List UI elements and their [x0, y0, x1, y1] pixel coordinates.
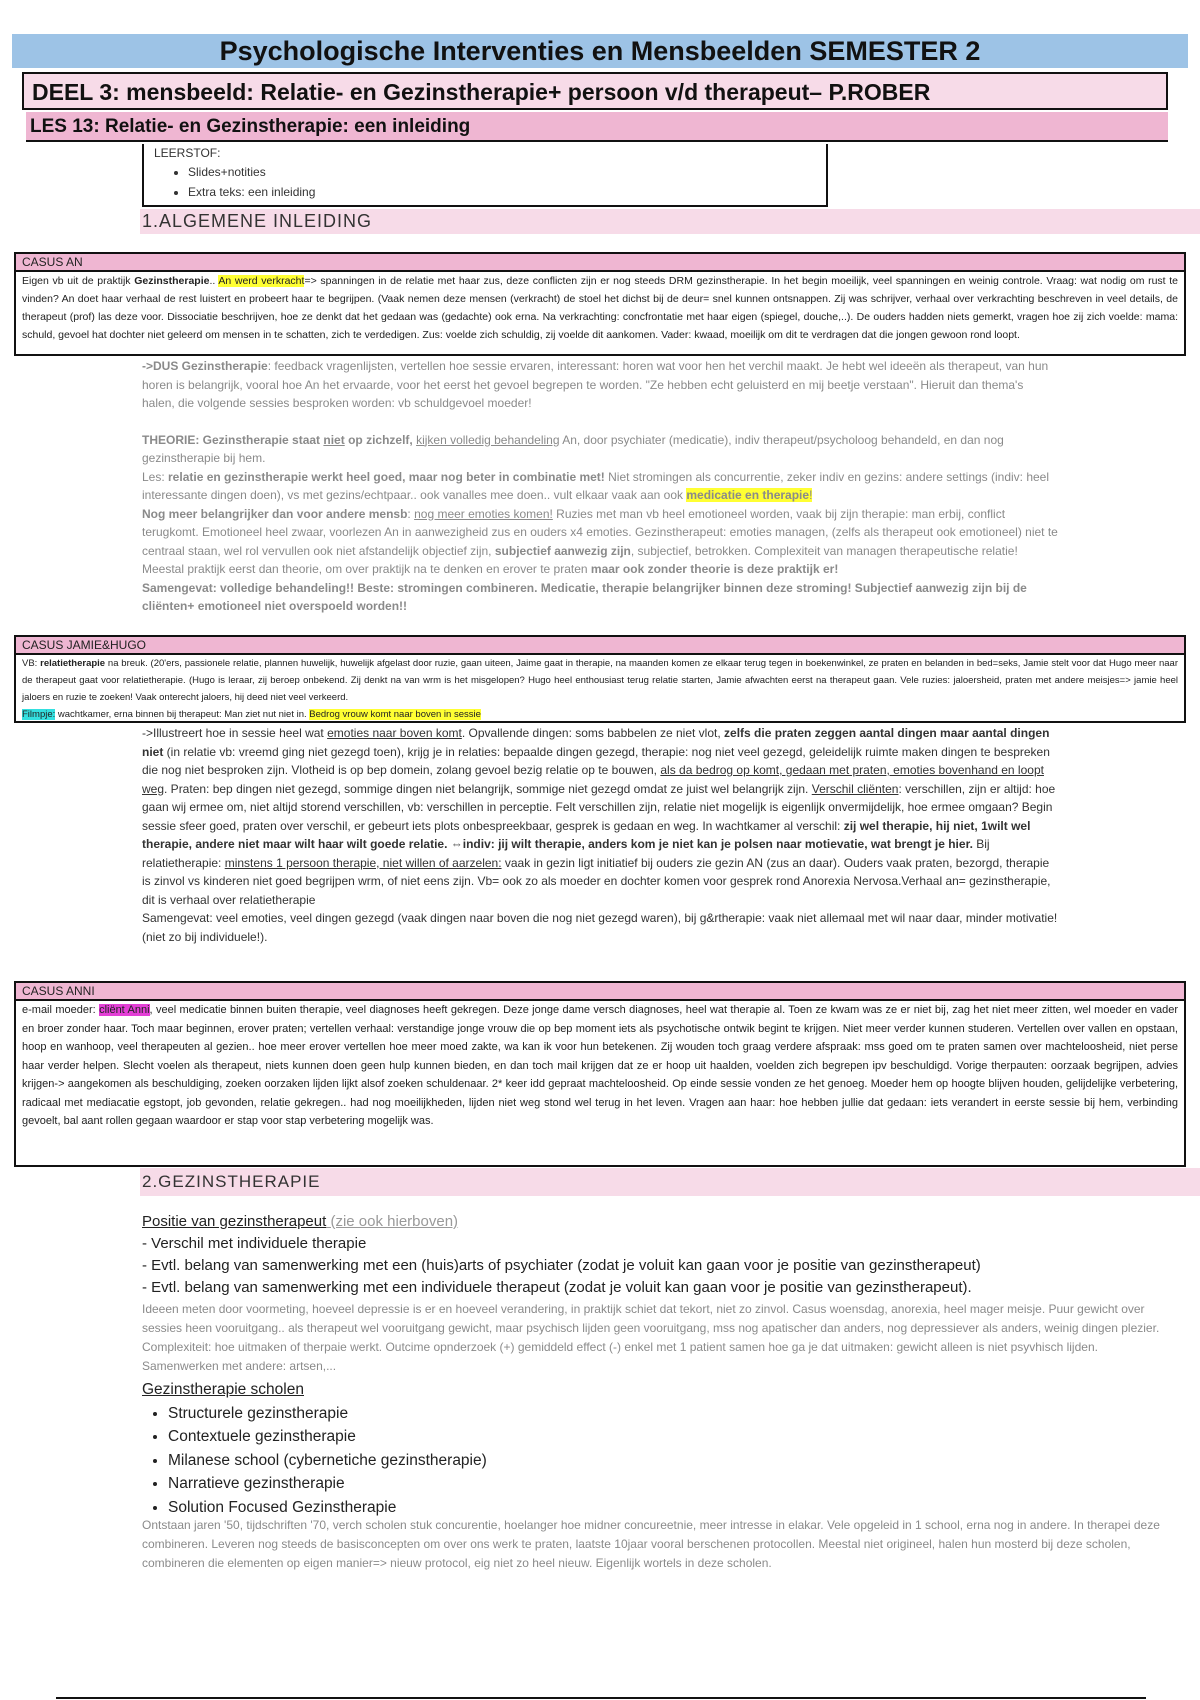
leerstof-item: • Extra teks: een inleiding [188, 182, 816, 202]
positie-title: Positie van gezinstherapeut [142, 1213, 327, 1230]
positie-notes: Ideeen meten door voormeting, hoeveel depressie is er en hoeveel verandering, in praktijk schiet dat tekort, niet zo zinvol. Casus woensdag, anorexia, heel mager meisje. Puur gewicht over sessies heen vooruitgang.. als therapeut wel vooruitgang gewicht, maar psychisch lijden geen vooruitgang, mss nog apatischer dan anders, nog depressiever als anders, weinig dingen plezier. Complexiteit: hoe uitmaken of therpaie werkt. Outcime opnderzoek (+) gemiddeld effect (-) enkel met 1 patient samen hoe ga je dat uitmaken: gewicht alleen is niet psyvhisch lijden. Samenwerken met andere: artsen,... [142, 1302, 1160, 1373]
deel-heading: DEEL 3: mensbeeld: Relatie- en Gezinstherapie+ persoon v/d therapeut– P.ROBER [22, 72, 1168, 110]
positie-item: - Evtl. belang van samenwerking met een individuele therapeut (zodat je voluit kan gaan voor je positie van gezinstherapeut). [142, 1279, 972, 1296]
positie-item: - Verschil met individuele therapie [142, 1235, 367, 1252]
positie-item: - Evtl. belang van samenwerking met een (huis)arts of psychiater (zodat je voluit kan gaan voor je positie van gezinstherapeut) [142, 1257, 981, 1274]
scholen-block [142, 1378, 487, 1519]
leerstof-label: LEERSTOF: [154, 146, 221, 160]
casus-an-text: Eigen vb uit de praktijk Gezinstherapie.. An werd verkracht=> spanningen in de relatie met haar zus, deze conflicten zijn er nog steeds DRM gezinstherapie. In het begin moeilijk, veel spanningen en weinig controle. Vraag: wat nodig om rust te vinden? An doet haar verhaal de rest luistert en probeert haar te begrijpen. (Vaak nemen deze mensen (verkracht) de stoel het dichst bij de deur= snel kunnen ontsnappen. Zij was schrijver, verhaal over verkrachting beschreven in veel details, de therapeut (prof) las deze voor. Dissociatie beschrijven, hoe ze denkt dat het gedaan was (gedachte) ook erna. Na verkrachting: concfrontatie met haar eigen (spiegel, douche,..). De ouders hadden niets gemerkt, vragen hoe zij zich voelde: mama: schuld, gevoel hat dochter niet geleerd om mensen in te schatten, zich te verdedigen. Zus: voelde zich schuldig, zij voelde dit aankomen. Vader: kwaad, moeilijk om dit te verdragen dat die jongen gewoon rond loopt. [22, 275, 1178, 341]
highlight: cliënt Anni [99, 1004, 150, 1016]
section-heading-2: 2.GEZINSTHERAPIE [140, 1168, 1200, 1196]
school-item: • Structurele gezinstherapie [168, 1402, 487, 1426]
highlight: An werd verkracht [218, 275, 305, 287]
school-item: • Narratieve gezinstherapie [168, 1472, 487, 1496]
footer-rule [56, 1697, 1146, 1699]
positie-block: Positie van gezinstherapeut (zie ook hierboven) - Verschil met individuele therapie - Evtl. belang van samenwerking met een (huis)arts of psychiater (zodat je voluit kan gaan voor je positie van gezinstherapeut) - Evtl. belang van samenwerking met een individuele therapeut (zodat je voluit kan gaan voor je positie van gezinstherapeut). [142, 1211, 981, 1299]
casus-anni-heading: CASUS ANNI [16, 983, 1184, 1001]
leerstof-list [154, 162, 816, 202]
scholen-title: Gezinstherapie scholen [142, 1381, 304, 1398]
casus-anni-box [14, 981, 1186, 1167]
dus-paragraph: ->DUS Gezinstherapie: feedback vragenlijsten, vertellen hoe sessie ervaren, interessant: horen wat voor hen het verchil maakt. Je hebt wel ideeën als therapeut, van hun horen is belangrijk, vooral hoe An het ervaarde, voor het eerst het gevoel begrepen te worden. "Ze hebben echt geluisterd en mij beetje verstaan". Hieruit dan thema's halen, die volgende sessies besproken worden: vb schuldgevoel moeder! THEORIE: Gezinstherapie staat niet op zichzelf, kijken volledig behandeling An, door psychiater (medicatie), indiv therapeut/psycholoog behandeld, en dan nog gezinstherapie bij hem. Les: relatie en gezinstherapie werkt heel goed, maar nog beter in combinatie met! Niet stromingen als concurrentie, zeker indiv en gezins: andere settings (indiv: heel interessante dingen doen), vs met gezins/echtpaar.. ook vanalles mee doen.. vult elkaar vaak aan ook medicatie en therapie! Nog meer belangrijker dan voor andere mensb: nog meer emoties komen! Ruzies met man vb heel emotioneel worden, vaak bij zijn therapie: man erbij, conflict terugkomt. Emotioneel heel zwaar, voorlezen An in aanwezigheid zus en ouders x4 emoties. Gezinstherapeut: emoties managen, (zelfs als therapeut ook emotioneel) niet te centraal staan, wel rol vervullen ook niet afstandelijk objectief zijn, subjectief aanwezig zijn, subjectief, betrokken. Complexiteit van managen therapeutische relatie! Meestal praktijk eerst dan theorie, om over praktijk na te denken en erover te praten maar ook zonder theorie is deze praktijk er! Samengevat: volledige behandeling!! Beste: stromingen combineren. Medicatie, therapie belangrijker binnen deze stroming! Subjectief aanwezig zijn bij de cliënten+ emotioneel niet overspoeld worden!! [142, 357, 1058, 616]
theorie-paragraph: THEORIE: Gezinstherapie staat niet op zichzelf, kijken volledig behandeling An, door psychiater (medicatie), indiv therapeut/psycholoog behandeld, en dan nog gezinstherapie bij hem. Les: relatie en gezinstherapie werkt heel goed, maar nog beter in combinatie met! Niet stromingen als concurrentie, zeker indiv en gezins: andere settings (indiv: heel interessante dingen doen), vs met gezins/echtpaar.. ook vanalles mee doen.. vult elkaar vaak aan ook medicatie en therapie! Nog meer belangrijker dan voor andere mensb: nog meer emoties komen! Ruzies met man vb heel emotioneel worden, vaak bij zijn therapie: man erbij, conflict terugkomt. Emotioneel heel zwaar, voorlezen An in aanwezigheid zus en ouders x4 emoties. Gezinstherapeut: emoties managen, (zelfs als therapeut ook emotioneel) niet te centraal staan, wel rol vervullen ook niet afstandelijk objectief zijn, subjectief aanwezig zijn, subjectief, betrokken. Complexiteit van managen therapeutische relatie! Meestal praktijk eerst dan theorie, om over praktijk na te denken en erover te praten maar ook zonder theorie is deze praktijk er! Samengevat: volledige behandeling!! Beste: stromingen combineren. Medicatie, therapie belangrijker binnen deze stroming! Subjectief aanwezig zijn bij de cliënten+ emotioneel niet overspoeld worden!! [142, 432, 1058, 613]
casus-an-box [14, 252, 1186, 356]
casus-jh-text: VB: relatietherapie na breuk. (20'ers, passionele relatie, plannen huwelijk, huwelijk afgelast door ruzie, gaan uiteen, Jaime gaat in therapie, na maanden komen ze elkaar terug tegen in boekenwinkel, ze praten en belanden in bed=seks, Jamie stelt voor dat Hugo meer naar de therapeut gaat voor relatietherapie. (Hugo is leraar, zij beroep onbekend. Zij denkt na van wrm is het misgelopen? Hugo heel enthousiast terug relatie starten, Jamie afwachten eerst na therapeut gaan. Vele ruzies: jaloersheid, praten met andere meisjes=> jamie heel jaloers en ruzie te zoeken! Vaak onterecht jaloers, hij deed niet veel verkeerd. Filmpje: wachtkamer, erna binnen bij therapeut: Man ziet nut niet in. Bedrog vrouw komt naar boven in sessie [22, 658, 1178, 720]
les-heading: LES 13: Relatie- en Gezinstherapie: een inleiding [26, 112, 1168, 142]
casus-anni-text: e-mail moeder: cliënt Anni, veel medicatie binnen buiten therapie, veel diagnoses heeft gekregen. Deze jonge dame versch diagnoses, heel wat therapie al. Toen ze kwam was ze er niet bij, zag het niet meer zitten, wel moeder en vader en broer zonder haar. Toch maar beginnen, erover praten; vertellen verhaal: verstandige jonge vrouw die op bep moment iets als psychotische ontwik begint te krijgen. Niet meer verder kunnen studeren. Vertellen over vallen en opstaan, hoop en wanhoop, veel therapeuten al gezien.. hoe meer erover vertellen hoe meer moed zakte, wa kan ik voor hun betekenen. Zij wouden toch graag verdere afspraak: mss goed om te praten samen over machteloosheid, niet perse haar verder helpen. Slecht voelen als therapeut, niets kunnen doen geen hulp kunnen bieden, en dan toch mail krijgen dat ze er hoop uit haalden, voelden zich begrepen ipv beschuldigd. Vorige therpauten: oorzaak begrijpen, advies krijgen-> aangekomen als beschuldiging, zoeken oorzaken lijden lijkt alsof zoeken schuldenaar. 2* keer idd gepraat machteloosheid. Op einde sessie vonden ze het genoeg. Moeder hem op hoogte blijven houden, gelijdelijke verbetering, radicaal met mediacatie egstopt, job gevonden, relatie gekregen.. had nog moeilijkheden, lijden niet weg stond wel terug in het leven. Vragen aan haar: hoe hebben jullie dat gedaan: iets verandert in eerste sessie bij hem, verbinding gevoelt, bal aant rollen gegaan waardoor er stap voor stap verbetering mogelijk was. [22, 1004, 1178, 1127]
leerstof-item: • Slides+notities [188, 162, 816, 182]
casus-jamie-hugo-box [14, 635, 1186, 723]
highlight: Filmpje: [22, 709, 56, 720]
scholen-notes: Ontstaan jaren '50, tijdschriften '70, verch scholen stuk concurentie, hoelanger hoe midner concureetnie, meer intresse in elakar. Vele opgeleid in 1 school, erna nog in andere. In therapei deze combineren. Leveren nog steeds de basisconcepten om over ons werk te praten, laatste 10jaar vooral berschenen protocollen. Meestal niet origineel, halen hun mosterd bij deze scholen, combineren die elementen op eigen manier=> nieuw protocol, eig niet zo heel nieuw. Eigenlijk wortels in deze scholen. [142, 1518, 1160, 1570]
school-item: • Contextuele gezinstherapie [168, 1425, 487, 1449]
school-item: • Solution Focused Gezinstherapie [168, 1496, 487, 1520]
highlight: Bedrog vrouw komt naar boven in sessie [309, 709, 481, 720]
casus-jh-heading: CASUS JAMIE&HUGO [16, 637, 1184, 655]
section-heading-1: 1.ALGEMENE INLEIDING [140, 209, 1200, 234]
leerstof-box [142, 144, 828, 207]
scholen-list [142, 1402, 487, 1520]
document-title: Psychologische Interventies en Mensbeelden SEMESTER 2 [12, 34, 1188, 68]
casus-an-heading: CASUS AN [16, 254, 1184, 272]
school-item: • Milanese school (cybernetiche gezinstherapie) [168, 1449, 487, 1473]
illustreert-paragraph: ->Illustreert hoe in sessie heel wat emoties naar boven komt. Opvallende dingen: soms babbelen ze niet vlot, zelfs die praten zeggen aantal dingen maar aantal dingen niet (in relatie vb: vreemd ging niet gezegd toen), krijg je in relaties: bepaalde dingen gezegd, therapie: nog niet veel gezegd, geleidelijk ruimte maken dingen te bespreken die nog niet besproken zijn. Vlotheid is op bep domein, zolang gevoel bezig relatie op te bouwen, als da bedrog op komt, gedaan met praten, emoties bovenhand en loopt weg. Praten: bep dingen niet gezegd, sommige dingen niet belangrijk, sommige niet gezegd omdat ze juist wel belangrijk zijn. Verschil cliënten: verschillen, zijn er altijd: hoe gaan wij ermee om, niet altijd storend verschillen, vb: verschillen in perceptie. Felt verschillen zijn, relatie niet mogelijk is eigenlijk onvermijdelijk, hoe ermee omgaan? Begin sessie sfeer goed, praten over verschil, er gebeurt iets plots onbespreekbaar, gesprek is gedaan en weg. In wachtkamer al verschil: zij wel therapie, hij niet, 1wilt wel therapie, andere niet maar wilt haar wilt goede relatie. ⇔indiv: jij wilt therapie, anders kom je niet kan je polsen naar motievatie, wat brengt je hier. Bij relatietherapie: minstens 1 persoon therapie, niet willen of aarzelen: vaak in gezin ligt initiatief bij ouders zie gezin AN (zus an daar). Ouders vaak praten, bezorgd, therapie is zinvol vs kinderen niet goed begrijpen wrm, of niet eens zijn. Vb= ook zo als moeder en dochter komen voor gesprek rond Anorexia Nervosa.Verhaal an= gezinstherapie, dit is verhaal over relatietherapie Samengevat: veel emoties, veel dingen gezegd (vaak dingen naar boven die nog niet gezegd waren), bij g&rtherapie: vaak niet allemaal met wil naar daar, minder motivatie! (niet zo bij individuele!). [142, 726, 1058, 944]
